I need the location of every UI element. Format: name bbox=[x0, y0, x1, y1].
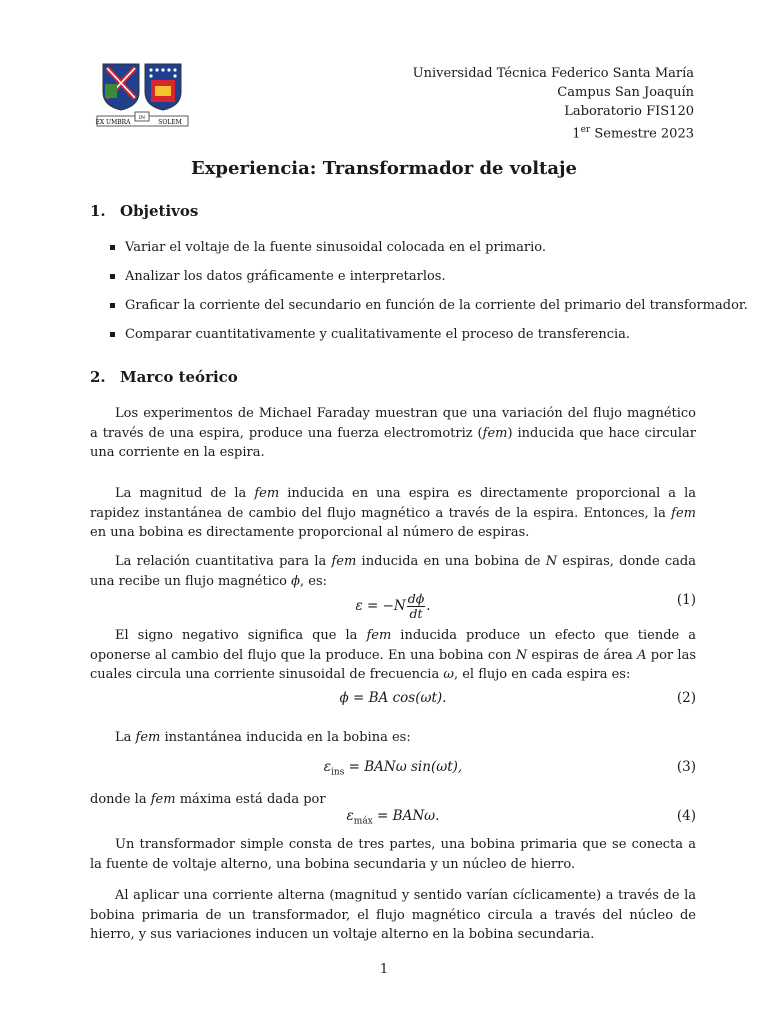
svg-text:IN: IN bbox=[138, 115, 146, 121]
paragraph-8: Al aplicar una corriente alterna (magnitud y sentido varían cíclicamente) a través de la bobina primaria de un transformador, el flujo magnético circula a través del núcleo de hierro, y sus variaciones inducen un voltaje alterno en la bobina secundaria. bbox=[90, 888, 696, 942]
document-title: Experiencia: Transformador de voltaje bbox=[190, 158, 577, 179]
paragraph-7: Un transformador simple consta de tres partes, una bobina primaria que se conecta a la fuente de voltaje alterno, una bobina secundaria y un núcleo de hierro. bbox=[90, 837, 696, 872]
campus-name: Campus San Joaquín bbox=[557, 85, 694, 100]
paragraph-2: La magnitud de la fem inducida en una espira es directamente proporcional a la rapidez instantánea de cambio del flujo magnético a través de la espira. Entonces, la fem en una bobina es directamente proporcional al número de espiras. bbox=[90, 486, 697, 540]
paragraph-4: El signo negativo significa que la fem inducida produce un efecto que tiende a oponerse al cambio del flujo que la produce. En una bobina con N espiras de área A por las cuales circula una corriente sinusoidal de frecuencia ω, el flujo en cada espira es: bbox=[90, 628, 696, 682]
university-name: Universidad Técnica Federico Santa María bbox=[412, 66, 694, 81]
paragraph-6: donde la fem máxima está dada por bbox=[90, 792, 326, 807]
objectives-list bbox=[110, 233, 748, 349]
equation-1: ε = −N $\frac{d\phi}{dt}$ . (1) bbox=[355, 591, 696, 621]
university-crest-logo bbox=[95, 62, 190, 132]
paragraph-1: Los experimentos de Michael Faraday muestran que una variación del flujo magnético a través de una espira, produce una fuerza electromotriz (fem) inducida que hace circular una corriente en la espira. bbox=[90, 406, 697, 460]
equation-number: (3) bbox=[676, 759, 696, 775]
section-heading-objetivos: 1. Objetivos bbox=[90, 202, 199, 220]
svg-text:SOLEM: SOLEM bbox=[158, 119, 182, 126]
paragraph-5: La fem instantánea inducida en la bobina es: bbox=[115, 730, 411, 745]
equation-2: ϕ = BA cos(ωt). (2) bbox=[339, 690, 696, 706]
paragraph-3: La relación cuantitativa para la fem inducida en una bobina de N espiras, donde cada una recibe un flujo magnético ϕ, es: bbox=[90, 554, 696, 589]
list-item: Analizar los datos gráficamente e interpretarlos. bbox=[110, 262, 748, 291]
institution-header bbox=[413, 64, 694, 143]
lab-name: Laboratorio FIS120 bbox=[564, 104, 694, 119]
equation-4: $\varepsilon_{máx} = BAN\omega$. (4) bbox=[346, 808, 696, 827]
section-heading-marco-teorico: 2. Marco teórico bbox=[90, 368, 238, 386]
page-number: 1 bbox=[379, 962, 389, 977]
list-item: Graficar la corriente del secundario en función de la corriente del primario del transformador. bbox=[110, 291, 748, 320]
semester: 1er Semestre 2023 bbox=[572, 125, 694, 142]
equation-3: $\varepsilon_{ins} = BAN\omega$ sin(ωt), (3) bbox=[323, 759, 696, 778]
list-item: Comparar cuantitativamente y cualitativamente el proceso de transferencia. bbox=[110, 320, 748, 349]
equation-number: (2) bbox=[676, 690, 696, 706]
equation-number: (1) bbox=[676, 592, 696, 608]
list-item: Variar el voltaje de la fuente sinusoidal colocada en el primario. bbox=[110, 233, 748, 262]
equation-number: (4) bbox=[676, 808, 696, 824]
svg-text:EX UMBRA: EX UMBRA bbox=[95, 119, 131, 126]
